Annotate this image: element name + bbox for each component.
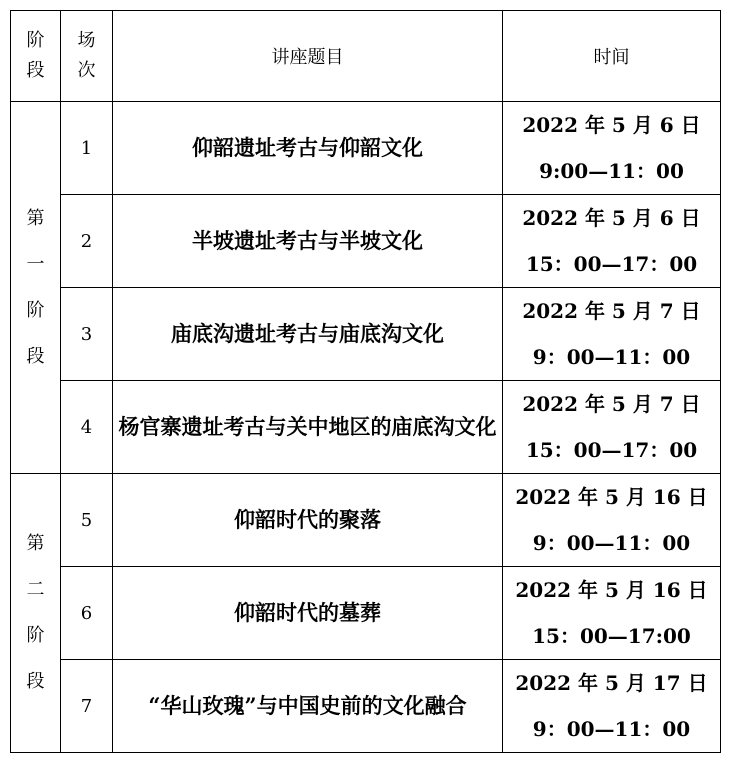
session-number: 2	[61, 195, 113, 288]
table-row	[11, 102, 721, 195]
lecture-hours: 15：00—17:00	[532, 624, 691, 648]
lecture-topic: 仰韶时代的墓葬	[113, 567, 503, 660]
table-row	[11, 660, 721, 753]
table-row	[11, 567, 721, 660]
lecture-topic: 仰韶遗址考古与仰韶文化	[113, 102, 503, 195]
lecture-topic: “华山玫瑰”与中国史前的文化融合	[113, 660, 503, 753]
header-time: 时间	[503, 11, 721, 102]
header-topic: 讲座题目	[113, 11, 503, 102]
table-row	[11, 474, 721, 567]
lecture-date: 2022 年 5 月 6 日	[522, 113, 701, 137]
session-number: 3	[61, 288, 113, 381]
lecture-topic: 杨官寨遗址考古与关中地区的庙底沟文化	[113, 381, 503, 474]
lecture-topic: 庙底沟遗址考古与庙底沟文化	[113, 288, 503, 381]
stage-label: 第 二 阶 段	[11, 474, 61, 753]
lecture-time	[503, 195, 721, 288]
lecture-time	[503, 381, 721, 474]
lecture-date: 2022 年 5 月 7 日	[522, 299, 701, 323]
lecture-time	[503, 567, 721, 660]
stage-label: 第 一 阶 段	[11, 102, 61, 474]
header-row	[11, 11, 721, 102]
lecture-time	[503, 660, 721, 753]
lecture-date: 2022 年 5 月 16 日	[515, 578, 708, 602]
table-row	[11, 288, 721, 381]
lecture-date: 2022 年 5 月 16 日	[515, 485, 708, 509]
header-session: 场 次	[61, 11, 113, 102]
session-number: 7	[61, 660, 113, 753]
lecture-hours: 9:00—11：00	[539, 159, 684, 183]
lecture-hours: 9：00—11：00	[532, 717, 691, 741]
lecture-hours: 15：00—17：00	[525, 438, 698, 462]
lecture-hours: 9：00—11：00	[532, 531, 691, 555]
session-number: 1	[61, 102, 113, 195]
lecture-hours: 15：00—17：00	[525, 252, 698, 276]
lecture-time	[503, 102, 721, 195]
lecture-time	[503, 474, 721, 567]
lecture-date: 2022 年 5 月 7 日	[522, 392, 701, 416]
header-stage: 阶 段	[11, 11, 61, 102]
table-row	[11, 195, 721, 288]
lecture-date: 2022 年 5 月 6 日	[522, 206, 701, 230]
table-row	[11, 381, 721, 474]
lecture-topic: 半坡遗址考古与半坡文化	[113, 195, 503, 288]
lecture-date: 2022 年 5 月 17 日	[515, 671, 708, 695]
lecture-topic: 仰韶时代的聚落	[113, 474, 503, 567]
lecture-hours: 9：00—11：00	[532, 345, 691, 369]
session-number: 6	[61, 567, 113, 660]
lecture-time	[503, 288, 721, 381]
session-number: 5	[61, 474, 113, 567]
session-number: 4	[61, 381, 113, 474]
lecture-schedule-table	[10, 10, 721, 753]
